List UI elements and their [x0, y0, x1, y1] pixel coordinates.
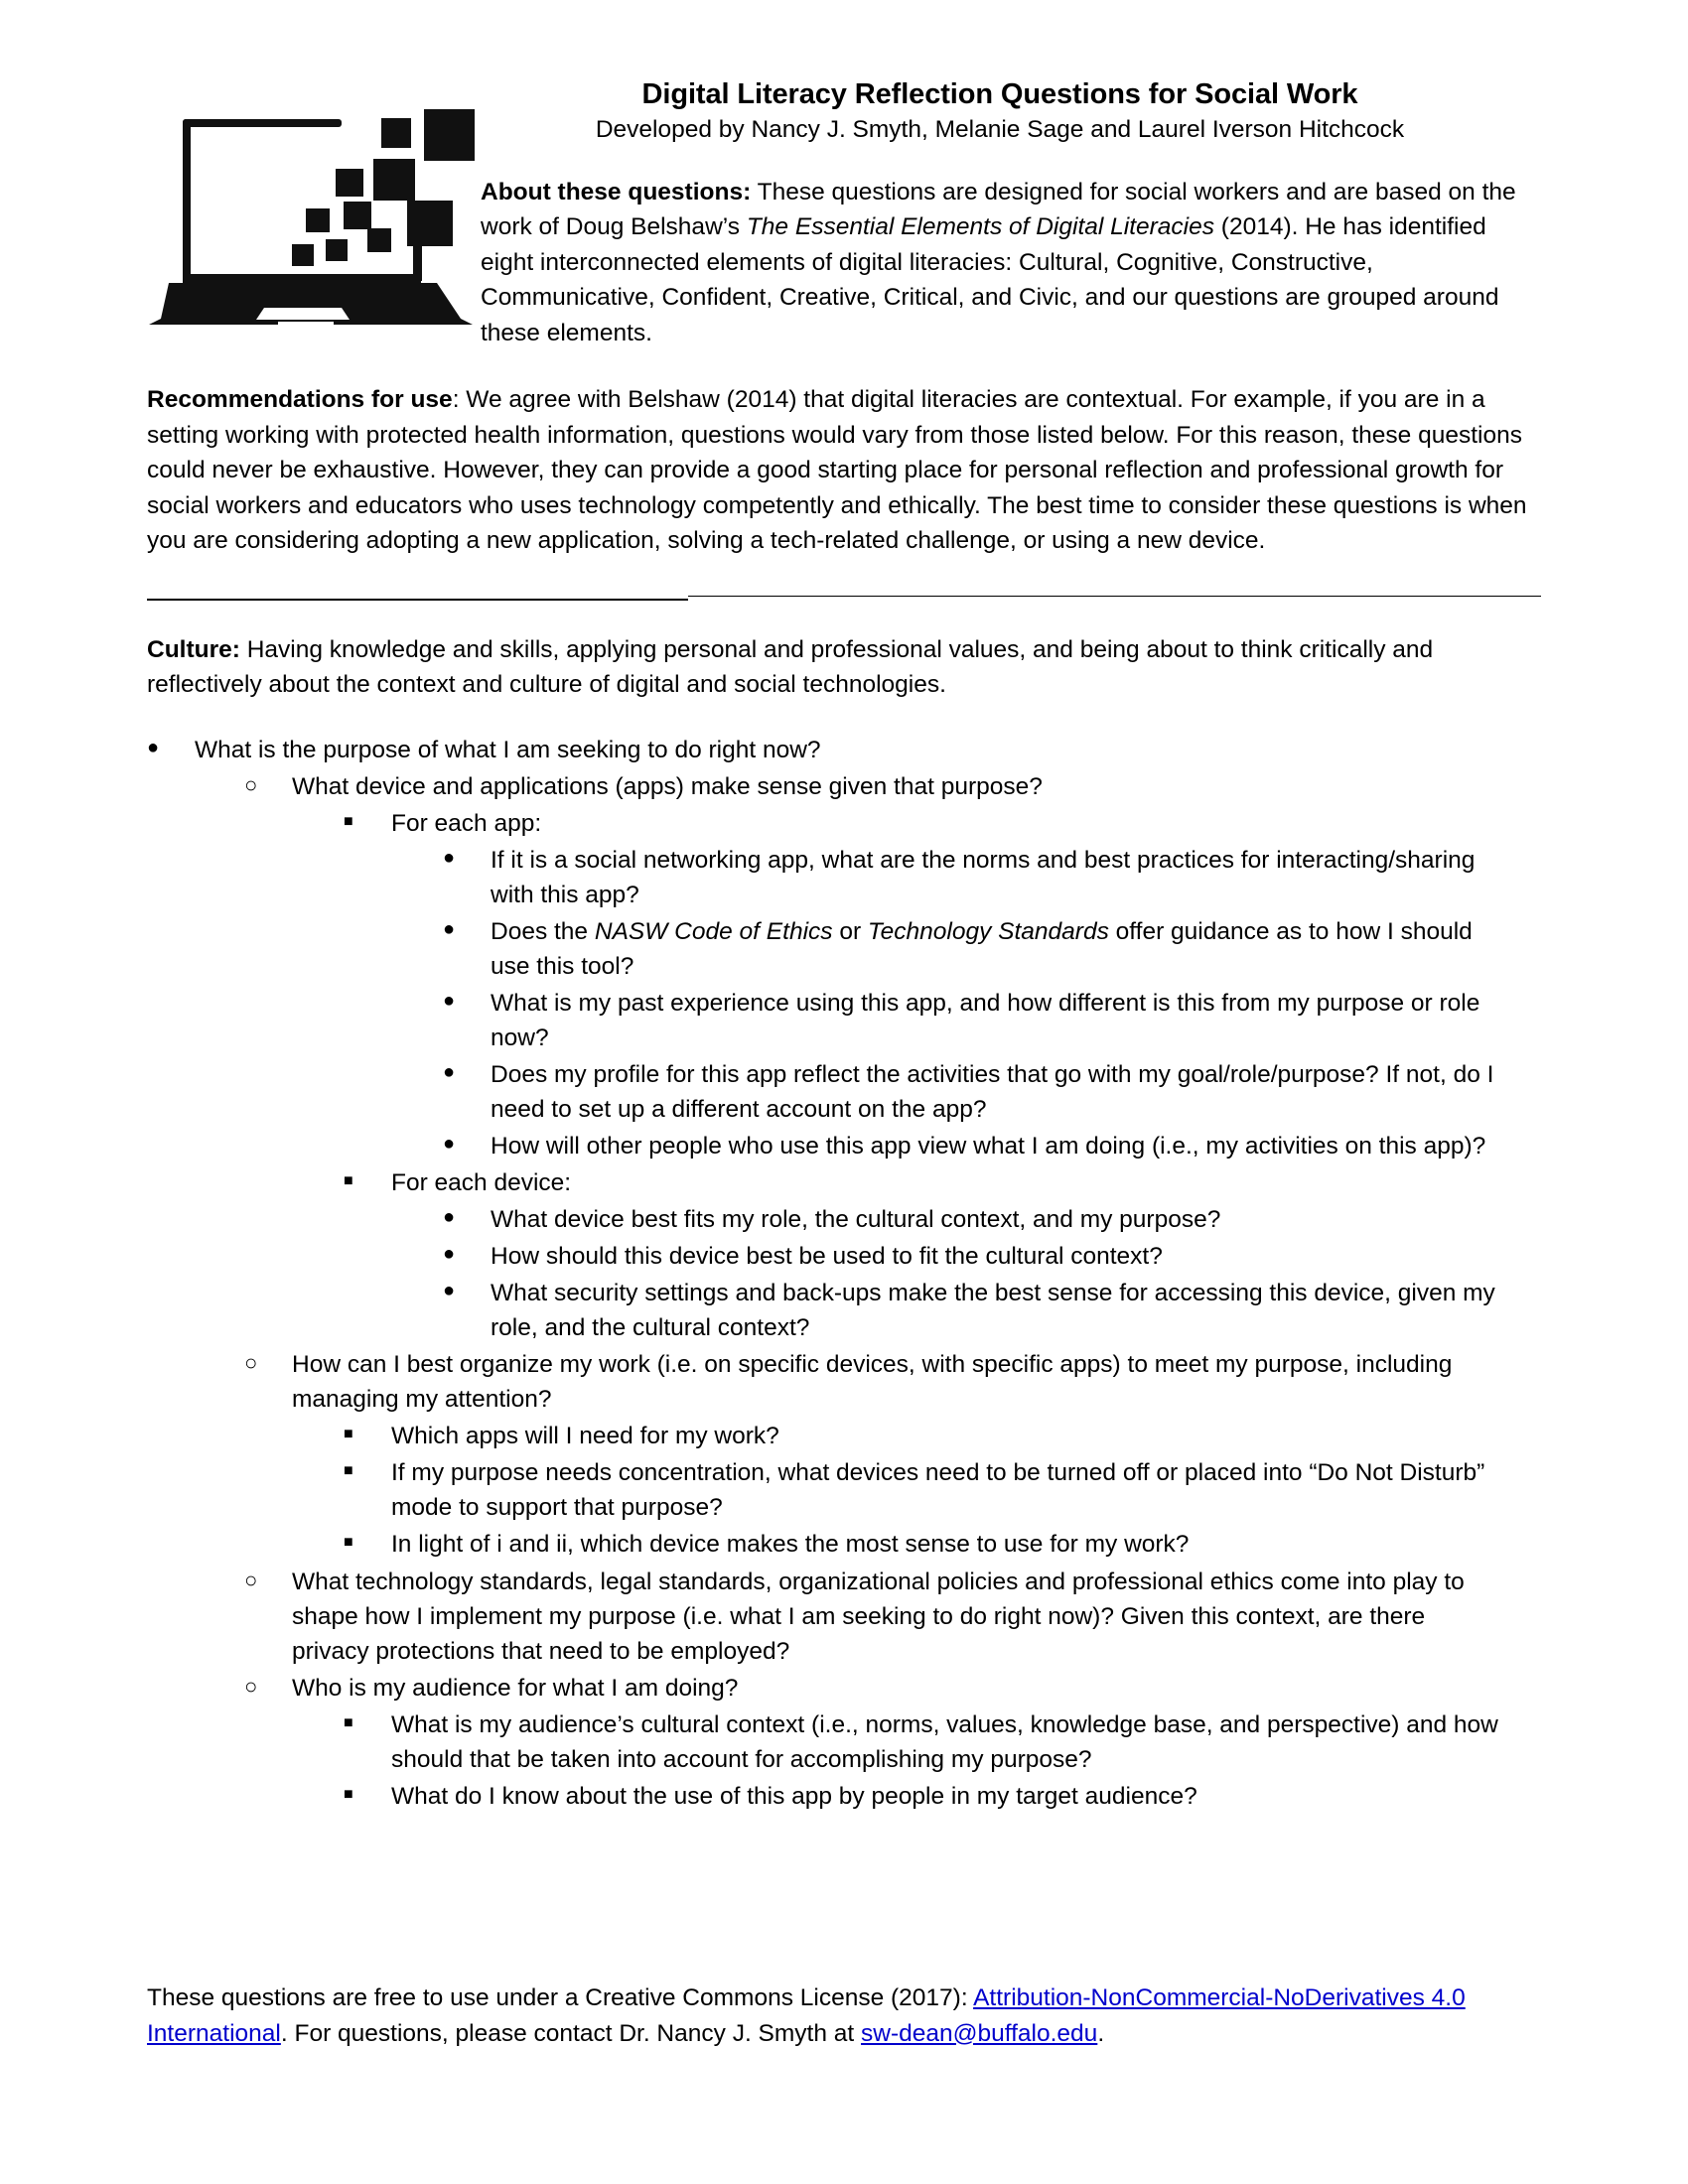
footer-text-2: . For questions, please contact Dr. Nancy J. Smyth at [280, 2019, 862, 2047]
question-item [443, 1239, 1541, 1274]
bullet-level-4-icon: ● [443, 1243, 456, 1266]
question-text-part: or [832, 917, 868, 945]
question-item [443, 1276, 1541, 1345]
question-text-part: offer guidance as to how I should use this tool? [491, 917, 1473, 980]
footer-license [147, 1980, 1541, 2051]
bullet-level-4-icon: ● [443, 917, 456, 940]
bullet-level-3-icon: ■ [344, 1534, 353, 1552]
question-item [344, 1779, 1541, 1814]
question-text: What technology standards, legal standards, organizational policies and professional ethics come into play to shape how I implement my purpose (i.e. what I am seeking to do right now)? Given this context, are there privacy protections that need to be employed? [292, 1568, 1465, 1665]
question-text: For each app: [391, 809, 542, 837]
question-item [344, 1419, 1541, 1453]
bullet-level-3-icon: ■ [344, 812, 353, 830]
question-text: What is the purpose of what I am seeking to do right now? [195, 736, 821, 763]
question-item [244, 1671, 1541, 1706]
document-header [147, 0, 1541, 350]
culture-paragraph [147, 632, 1541, 703]
question-item [344, 1165, 1541, 1200]
bullet-level-3-icon: ■ [344, 1172, 353, 1190]
question-text: For each device: [391, 1169, 572, 1197]
about-text-2: (2014). He has identified eight interconnected elements of digital literacies: Cultural, Cognitive, Constructive, Communicative, Confident, Creative, Critical, and Civic, and our questions are grouped around these elements. [481, 213, 1499, 346]
question-text: How should this device best be used to fit the cultural context? [491, 1243, 1163, 1271]
about-italic-title: The Essential Elements of Digital Literacies [746, 213, 1214, 241]
question-item [344, 1527, 1541, 1562]
culture-text: Having knowledge and skills, applying personal and professional values, and being about to think critically and reflectively about the context and culture of digital and social technologies. [147, 635, 1434, 699]
about-paragraph [481, 175, 1541, 351]
bullet-level-1-icon: ● [147, 736, 160, 758]
bullet-level-3-icon: ■ [344, 1713, 353, 1731]
question-text: What security settings and back-ups make the best sense for accessing this device, given my role, and the cultural context? [491, 1280, 1495, 1342]
bullet-level-2-icon: ○ [244, 1673, 258, 1699]
question-item [443, 1202, 1541, 1237]
question-text: Who is my audience for what I am doing? [292, 1674, 739, 1702]
email-link[interactable]: sw-dean@buffalo.edu [861, 2019, 1098, 2047]
bullet-level-4-icon: ● [443, 1206, 456, 1229]
laptop-pixels-icon [147, 77, 475, 326]
footer-text-3: . [1097, 2019, 1105, 2047]
question-text: If my purpose needs concentration, what devices need to be turned off or placed into “Do Not Disturb” mode to support that purpose? [391, 1459, 1485, 1522]
question-italic-2: Technology Standards [867, 917, 1109, 945]
bullet-level-4-icon: ● [443, 1061, 456, 1084]
question-item [344, 806, 1541, 841]
question-item [443, 914, 1541, 984]
question-text: In light of i and ii, which device makes the most sense to use for my work? [391, 1531, 1190, 1559]
question-item [443, 843, 1541, 912]
footer-text-1: These questions are free to use under a Creative Commons License (2017): [147, 1984, 974, 2011]
question-text-part: Does the [491, 917, 595, 945]
question-item [443, 1057, 1541, 1127]
divider-segment-left [147, 599, 688, 601]
bullet-level-3-icon: ■ [344, 1462, 353, 1480]
question-item [244, 1565, 1541, 1669]
question-item [443, 1129, 1541, 1163]
culture-label: Culture: [147, 635, 240, 663]
question-item [244, 769, 1541, 804]
question-text: If it is a social networking app, what are the norms and best practices for interacting/sharing with this app? [491, 846, 1476, 908]
question-item [344, 1455, 1541, 1525]
bullet-level-4-icon: ● [443, 1280, 456, 1302]
section-divider [147, 583, 1541, 613]
question-item [443, 986, 1541, 1055]
bullet-level-4-icon: ● [443, 846, 456, 869]
bullet-level-4-icon: ● [443, 1133, 456, 1156]
question-text: How can I best organize my work (i.e. on specific devices, with specific apps) to meet my purpose, including managing my attention? [292, 1351, 1453, 1414]
question-text: What is my past experience using this app, and how different is this from my purpose or role now? [491, 990, 1480, 1052]
question-text: What device best fits my role, the cultural context, and my purpose? [491, 1206, 1221, 1234]
question-item [147, 733, 1541, 767]
question-text: What do I know about the use of this app by people in my target audience? [391, 1782, 1197, 1810]
header-text-block [475, 77, 1541, 350]
question-text: Does my profile for this app reflect the activities that go with my goal/role/purpose? If not, do I need to set up a different account on the app? [491, 1061, 1494, 1124]
bullet-level-2-icon: ○ [244, 1350, 258, 1376]
question-text: What device and applications (apps) make sense given that purpose? [292, 772, 1043, 800]
question-text [491, 914, 1509, 984]
page-subtitle: Developed by Nancy J. Smyth, Melanie Sage and Laurel Iverson Hitchcock [595, 116, 1405, 144]
bullet-level-2-icon: ○ [244, 1567, 258, 1592]
bullet-level-3-icon: ■ [344, 1785, 353, 1803]
about-label: About these questions: [481, 178, 752, 205]
bullet-level-3-icon: ■ [344, 1426, 353, 1443]
about-text-1: These questions are designed for social workers and are based on the work of Doug Belshaw’s [481, 178, 1516, 241]
question-item [244, 1347, 1541, 1417]
question-text: How will other people who use this app view what I am doing (i.e., my activities on this app)? [491, 1133, 1486, 1160]
question-italic-1: NASW Code of Ethics [594, 917, 833, 945]
question-text: What is my audience’s cultural context (i.e., norms, values, knowledge base, and perspective) and how should that be taken into account for accomplishing my purpose? [391, 1710, 1498, 1773]
recommendations-label: Recommendations for use [147, 386, 453, 414]
recommendations-paragraph [147, 382, 1541, 559]
page-title: Digital Literacy Reflection Questions for Social Work [641, 78, 1358, 110]
bullet-level-4-icon: ● [443, 990, 456, 1013]
recommendations-text: : We agree with Belshaw (2014) that digital literacies are contextual. For example, if you are in a setting working with protected health information, questions would vary from those listed below. For this reason, these questions could never be exhaustive. However, they can provide a good starting place for personal reflection and professional growth for social workers and educators who uses technology competently and ethically. The best time to consider these questions is when you are considering adopting a new application, solving a tech-related challenge, or using a new device. [147, 386, 1527, 555]
divider-segment-right [688, 596, 1541, 597]
question-list [147, 733, 1541, 1814]
bullet-level-2-icon: ○ [244, 771, 258, 797]
question-item [344, 1707, 1541, 1777]
license-link[interactable]: Attribution-NonCommercial-NoDerivatives 4.0 International [147, 1984, 1466, 2047]
question-text: Which apps will I need for my work? [391, 1423, 779, 1450]
